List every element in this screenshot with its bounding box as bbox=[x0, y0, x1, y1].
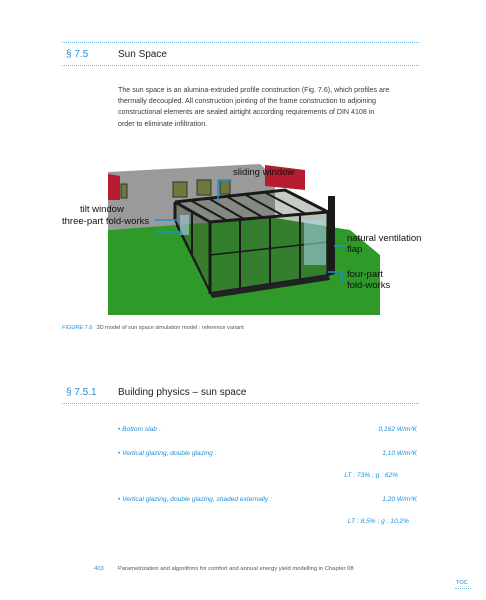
caption-text: 3D model of sun space simulation model : reference variant bbox=[96, 325, 244, 331]
figure-caption bbox=[62, 325, 244, 331]
item-vertical-glazing-value: 1,10 W/m²K bbox=[382, 450, 417, 457]
item-vertical-glazing-label: • Vertical glazing, double glazing : bbox=[118, 450, 217, 457]
paragraph-line: constructional elements are sealed airtight according requirements of DIN 4108 in bbox=[118, 108, 375, 117]
callout-flap: flap bbox=[347, 244, 363, 255]
item-shaded-glazing-sub: LT : 8,5% ; g : 10,2% bbox=[347, 518, 409, 525]
subsection-title: Building physics – sun space bbox=[118, 387, 247, 398]
callout-fold-works: fold-works bbox=[347, 280, 391, 291]
callout-natural-ventilation: natural ventilation bbox=[347, 233, 422, 244]
item-bottom-slab-label: • Bottom slab : bbox=[118, 426, 161, 433]
paragraph-line: order to eliminate infiltration. bbox=[118, 119, 208, 128]
item-shaded-glazing-label: • Vertical glazing, double glazing, shaded externally : bbox=[118, 496, 272, 503]
item-shaded-glazing-value: 1,20 W/m²K bbox=[382, 496, 417, 503]
page-number: 403 bbox=[94, 566, 104, 572]
paragraph-line: thermally decoupled. All construction jointing of the frame construction to adjoining bbox=[118, 97, 376, 106]
callout-sliding-window: sliding window bbox=[233, 167, 295, 178]
item-vertical-glazing-sub: LT : 73% ; g : 62% bbox=[344, 472, 398, 479]
callout-tilt-window: tilt window bbox=[80, 204, 124, 215]
section-divider bbox=[62, 65, 419, 66]
footer-text: Parametrization and algorithms for comfort and annual energy yield modelling in Chapter 08 bbox=[118, 566, 354, 572]
callout-four-part: four-part bbox=[347, 269, 383, 280]
caption-label: FIGURE 7.6 bbox=[62, 325, 93, 331]
callout-three-part: three-part fold-works bbox=[62, 216, 150, 227]
subsection-number: § 7.5.1 bbox=[66, 387, 97, 398]
section-number: § 7.5 bbox=[66, 49, 89, 60]
sun-space-figure bbox=[60, 160, 430, 315]
subsection-divider bbox=[62, 403, 419, 404]
item-bottom-slab-value: 0,162 W/m²K bbox=[378, 426, 417, 433]
top-divider bbox=[62, 42, 419, 43]
section-title: Sun Space bbox=[118, 49, 167, 60]
toc-link[interactable]: TOC bbox=[456, 580, 468, 586]
toc-underline bbox=[455, 588, 471, 589]
paragraph-line: The sun space is an alumina-extruded profile construction (Fig. 7.6), which profiles are bbox=[118, 86, 390, 94]
body-paragraph bbox=[118, 85, 428, 130]
